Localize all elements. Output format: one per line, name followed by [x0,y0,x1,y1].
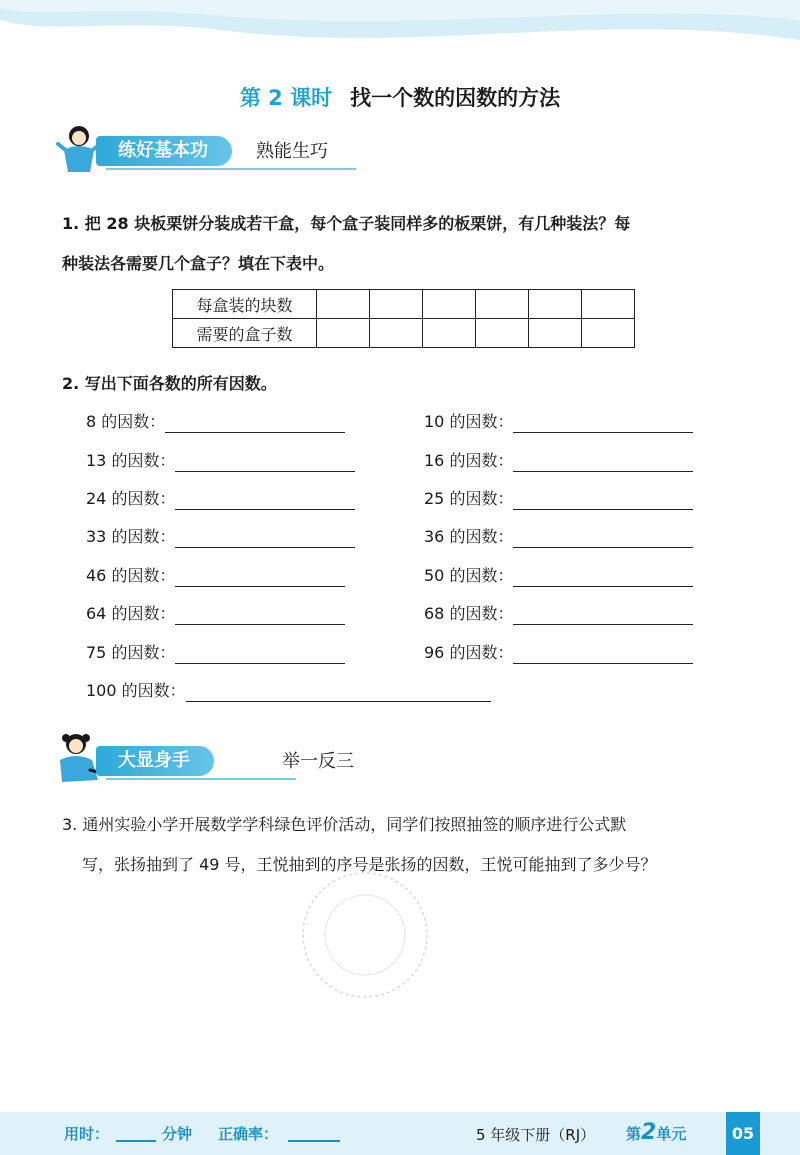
answer-blank[interactable] [175,605,345,625]
factor-item [86,485,355,513]
page-number: 05 [726,1112,760,1155]
factor-item [424,600,693,628]
factor-label: 100 的因数： [86,681,186,700]
table-cell[interactable] [423,319,476,348]
table-cell[interactable] [317,319,370,348]
factor-item [424,485,693,513]
question-1-line2: 种装法各需要几个盒子？填在下表中。 [62,254,335,273]
factor-label: 96 的因数： [424,643,514,662]
factor-label: 75 的因数： [86,643,176,662]
section-divider [106,168,356,170]
table-row [173,319,635,348]
answer-blank[interactable] [513,567,693,587]
unit-suffix: 单元 [656,1125,687,1143]
factor-label: 64 的因数： [86,604,176,623]
table-cell[interactable] [370,319,423,348]
factor-item [424,447,693,475]
factor-label: 24 的因数： [86,489,176,508]
factor-item [424,408,693,436]
section-subtitle: 举一反三 [282,751,354,772]
factor-label: 46 的因数： [86,566,176,585]
answer-blank[interactable] [165,413,345,433]
question-3-line1: 3. 通州实验小学开展数学学科绿色评价活动，同学们按照抽签的顺序进行公式默 [62,815,627,834]
footer-bar [0,1112,800,1155]
factor-label: 13 的因数： [86,451,176,470]
minute-label: 分钟 [162,1125,193,1143]
section-subtitle: 熟能生巧 [256,141,328,162]
grade-label: 5 年级下册（RJ） [476,1126,596,1144]
table-cell[interactable] [529,290,582,319]
factor-label: 36 的因数： [424,527,514,546]
answer-blank[interactable] [175,452,355,472]
factor-label: 33 的因数： [86,527,176,546]
factor-label: 8 的因数： [86,412,166,431]
question-2-title: 2. 写出下面各数的所有因数。 [62,374,277,393]
answer-blank[interactable] [175,528,355,548]
answer-blank[interactable] [175,567,345,587]
answer-blank[interactable] [186,682,491,702]
factor-item [86,562,345,590]
question-1 [62,204,752,284]
section-divider [106,778,296,780]
table-cell[interactable] [476,290,529,319]
unit-label [626,1120,686,1145]
factor-item [86,600,345,628]
lesson-title [0,82,800,112]
section-label: 练好基本功 [96,136,232,166]
top-decoration-band [0,0,800,70]
question-3-line2: 写，张扬抽到了 49 号，王悦抽到的序号是张扬的因数，王悦可能抽到了多少号？ [82,855,657,874]
unit-prefix: 第 [626,1125,642,1143]
accuracy-label: 正确率： [218,1125,279,1143]
question-1-line1: 1. 把 28 块板栗饼分装成若干盒，每个盒子装同样多的板栗饼，有几种装法？每 [62,214,631,233]
factor-label: 10 的因数： [424,412,514,431]
factor-item [86,408,345,436]
watermark-stamp [290,860,440,1010]
time-label: 用时： [64,1125,110,1143]
answer-table [172,289,635,348]
section-label: 大显身手 [96,746,214,776]
factor-item [86,639,345,667]
factor-label: 16 的因数： [424,451,514,470]
table-cell[interactable] [370,290,423,319]
table-row [173,290,635,319]
answer-blank[interactable] [513,528,693,548]
answer-blank[interactable] [513,413,693,433]
accuracy-blank[interactable] [288,1140,340,1142]
table-cell[interactable] [423,290,476,319]
table-cell[interactable] [317,290,370,319]
factor-item [86,523,355,551]
answer-blank[interactable] [175,644,345,664]
answer-blank[interactable] [513,605,693,625]
table-row-label: 每盒装的块数 [173,290,317,319]
table-cell[interactable] [476,319,529,348]
section-header-basic [50,120,370,176]
factor-label: 50 的因数： [424,566,514,585]
factor-item [424,562,693,590]
unit-number: 2 [641,1120,657,1145]
lesson-number: 第 2 课时 [239,86,333,110]
answer-blank[interactable] [513,452,693,472]
lesson-name: 找一个数的因数的方法 [350,86,561,110]
factor-item [86,677,491,705]
section-header-advanced [50,730,370,786]
factor-label: 68 的因数： [424,604,514,623]
factor-item [86,447,355,475]
time-blank[interactable] [116,1140,156,1142]
factor-item [424,523,693,551]
table-cell[interactable] [582,290,635,319]
factor-item [424,639,693,667]
table-cell[interactable] [582,319,635,348]
answer-blank[interactable] [513,644,693,664]
factor-label: 25 的因数： [424,489,514,508]
answer-blank[interactable] [175,490,355,510]
table-row-label: 需要的盒子数 [173,319,317,348]
answer-blank[interactable] [513,490,693,510]
table-cell[interactable] [529,319,582,348]
